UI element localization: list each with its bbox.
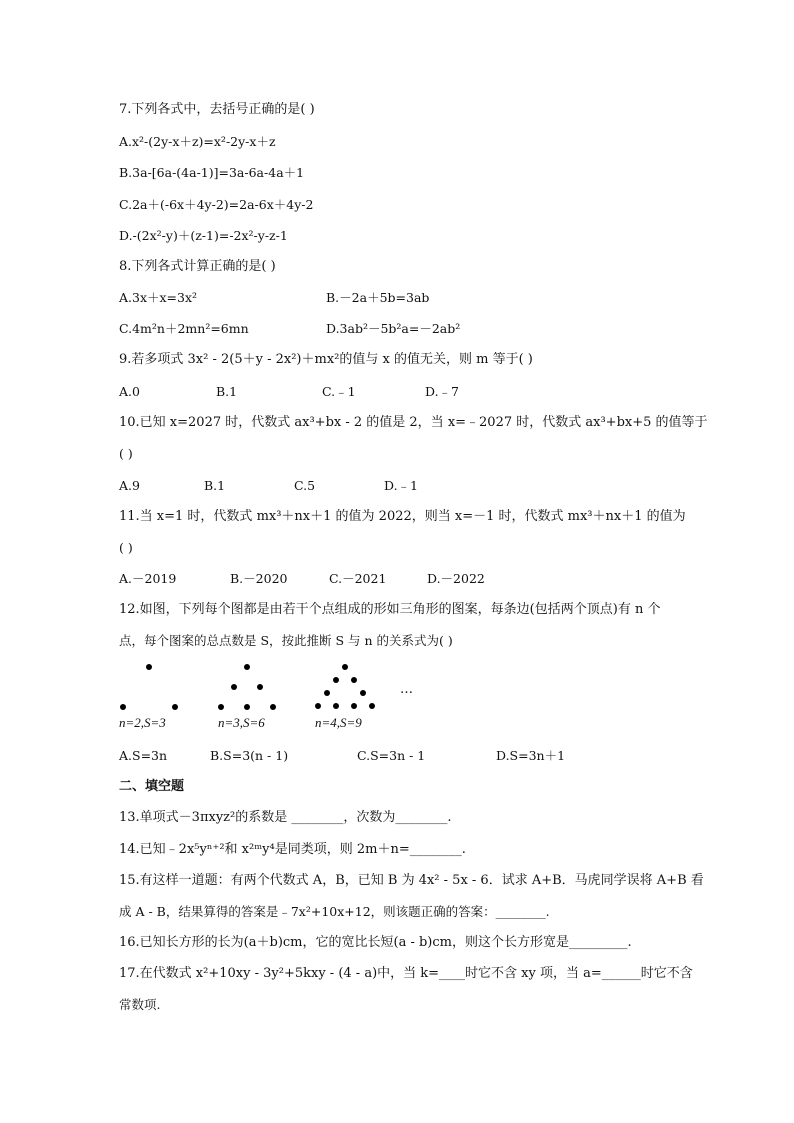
pattern-dot — [333, 677, 339, 683]
question-11-stem: 11.当 x=1 时，代数式 mx³＋nx＋1 的值为 2022，则当 x=－1 时，代数式 mx³＋nx＋1 的值为 — [119, 509, 686, 524]
question-11-stem-continued: ( ) — [119, 540, 133, 555]
question-9-stem: 9.若多项式 3x² - 2(5＋y - 2x²)＋mx²的值与 x 的值无关，则 m 等于( ) — [119, 352, 533, 367]
question-10-option-a: A.9 — [119, 478, 140, 493]
question-7-stem: 7.下列各式中，去括号正确的是( ) — [119, 102, 315, 117]
figure-caption-n4: n=4,S=9 — [315, 715, 362, 730]
pattern-dot — [244, 664, 250, 670]
question-7-option-d: D.-(2x²-y)＋(z-1)=-2x²-y-z-1 — [119, 228, 288, 243]
question-9-option-c: C.﹣1 — [322, 384, 356, 399]
question-12-option-a: A.S=3n — [119, 748, 168, 763]
question-9-option-b: B.1 — [216, 384, 238, 399]
question-7-option-c: C.2a＋(-6x＋4y-2)=2a-6x＋4y-2 — [119, 197, 314, 212]
pattern-dot — [270, 704, 276, 710]
pattern-dot — [351, 677, 357, 683]
question-13: 13.单项式－3πxyz²的系数是 ________，次数为________. — [119, 810, 452, 825]
question-9-option-d: D.﹣7 — [425, 384, 460, 399]
question-10-stem: 10.已知 x=2027 时，代数式 ax³+bx - 2 的值是 2，当 x=﹣2027 时，代数式 ax³+bx+5 的值等于 — [119, 415, 708, 430]
question-17: 17.在代数式 x²+10xy - 3y²+5kxy - (4 - a)中，当 k=____时它不含 xy 项，当 a=______时它不含 — [119, 966, 693, 981]
pattern-dot — [351, 703, 357, 709]
pattern-dot — [333, 703, 339, 709]
question-8-stem: 8.下列各式计算正确的是( ) — [119, 259, 276, 274]
pattern-dot — [218, 704, 224, 710]
pattern-dot — [369, 703, 375, 709]
pattern-ellipsis: … — [400, 682, 413, 697]
pattern-dot — [146, 664, 152, 670]
question-8-option-c: C.4m²n＋2mn²=6mn — [119, 321, 249, 336]
pattern-dot — [360, 690, 366, 696]
question-7-option-a: A.x²-(2y-x＋z)=x²-2y-x＋z — [119, 134, 276, 149]
pattern-dot — [244, 704, 250, 710]
question-15: 15.有这样一道题：有两个代数式 A，B，已知 B 为 4x² - 5x - 6．试求 A+B．马虎同学误将 A+B 看 — [119, 873, 704, 888]
question-12-stem-continued: 点，每个图案的总点数是 S，按此推断 S 与 n 的关系式为( ) — [119, 633, 453, 648]
question-8-option-d: D.3ab²－5b²a=－2ab² — [326, 321, 461, 336]
question-11-option-a: A.－2019 — [119, 571, 177, 586]
question-12-option-c: C.S=3n - 1 — [357, 748, 426, 763]
pattern-dot — [342, 664, 348, 670]
question-11-option-b: B.－2020 — [230, 571, 288, 586]
question-10-option-d: D.﹣1 — [384, 478, 419, 493]
figure-caption-n2: n=2,S=3 — [119, 715, 166, 730]
question-10-option-b: B.1 — [204, 478, 226, 493]
question-12-option-b: B.S=3(n - 1) — [210, 748, 289, 763]
pattern-dot — [120, 704, 126, 710]
question-12-option-d: D.S=3n＋1 — [496, 748, 566, 763]
section-heading-fill-in: 二、填空题 — [119, 779, 185, 794]
question-10-stem-continued: ( ) — [119, 446, 133, 461]
question-8-option-a: A.3x＋x=3x² — [119, 290, 198, 305]
question-16: 16.已知长方形的长为(a＋b)cm，它的宽比长短(a - b)cm，则这个长方形宽是_________. — [119, 935, 632, 950]
question-11-option-d: D.－2022 — [427, 571, 485, 586]
pattern-dot — [315, 703, 321, 709]
question-7-option-b: B.3a-[6a-(4a-1)]=3a-6a-4a＋1 — [119, 165, 305, 180]
question-9-option-a: A.0 — [119, 384, 140, 399]
pattern-dot — [257, 684, 263, 690]
question-14: 14.已知﹣2x⁵yⁿ⁺²和 x²ᵐy⁴是同类项，则 2m＋n=________. — [119, 842, 466, 857]
pattern-dot — [172, 704, 178, 710]
pattern-dot — [231, 684, 237, 690]
question-10-option-c: C.5 — [294, 478, 316, 493]
question-17-continued: 常数项. — [119, 997, 161, 1012]
question-8-option-b: B.－2a＋5b=3ab — [326, 290, 430, 305]
question-11-option-c: C.－2021 — [329, 571, 387, 586]
figure-caption-n3: n=3,S=6 — [218, 715, 265, 730]
pattern-dot — [324, 690, 330, 696]
question-15-continued: 成 A - B，结果算得的答案是﹣7x²+10x+12，则该题正确的答案：________. — [119, 904, 550, 919]
question-12-stem: 12.如图，下列每个图都是由若干个点组成的形如三角形的图案，每条边(包括两个顶点)有 n 个 — [119, 602, 661, 617]
